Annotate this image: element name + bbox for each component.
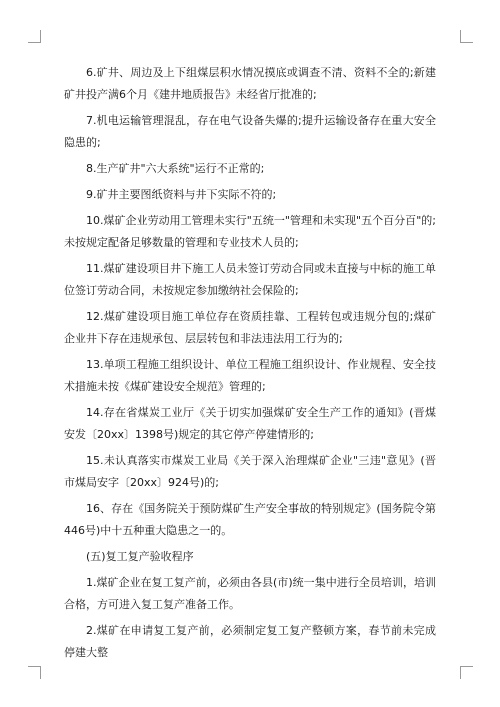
paragraph-9: 9.矿井主要图纸资料与井下实际不符的; (86, 188, 277, 201)
paragraph-15: 15.未认真落实市煤炭工业局《关于深入治理煤矿企业"三违"意见》(晋市煤局安字〔20xx〕924号)的; (64, 454, 436, 489)
crop-mark-top-right (460, 30, 473, 43)
paragraph-16: 16、存在《国务院关于预防煤矿生产安全事故的特别规定》(国务院令第446号)中十五种重大隐患之一的。 (64, 502, 436, 537)
paragraph-7: 7.机电运输管理混乱，存在电气设备失爆的;提升运输设备存在重大安全隐患的; (64, 114, 436, 149)
procedure-item-2: 2.煤矿在申请复工复产前，必须制定复工复产整顿方案，春节前未完成停建大整 (64, 624, 436, 659)
crop-mark-bottom-right (460, 666, 473, 679)
paragraph-13: 13.单项工程施工组织设计、单位工程施工组织设计、作业规程、安全技术措施未按《煤矿建设安全规范》管理的; (64, 358, 436, 393)
paragraph-8: 8.生产矿井"六大系统"运行不正常的; (86, 162, 265, 175)
procedure-item-1: 1.煤矿企业在复工复产前，必须由各县(市)统一集中进行全员培训，培训合格，方可进入复工复产准备工作。 (64, 576, 436, 611)
crop-mark-top-left (28, 30, 41, 43)
paragraph-11: 11.煤矿建设项目井下施工人员未签订劳动合同或未直接与中标的施工单位签订劳动合同，未按规定参加缴纳社会保险的; (64, 262, 436, 297)
paragraph-10: 10.煤矿企业劳动用工管理未实行"五统一"管理和未实现"五个百分百"的;未按规定配备足够数量的管理和专业技术人员的; (64, 214, 436, 249)
paragraph-14: 14.存在省煤炭工业厅《关于切实加强煤矿安全生产工作的通知》(晋煤安发〔20xx〕1398号)规定的其它停产停建情形的; (64, 406, 436, 441)
document-body (64, 62, 436, 668)
paragraph-12: 12.煤矿建设项目施工单位存在资质挂靠、工程转包或违规分包的;煤矿企业井下存在违规承包、层层转包和非法违法用工行为的; (64, 310, 436, 345)
paragraph-6: 6.矿井、周边及上下组煤层积水情况摸底或调查不清、资料不全的;新建矿井投产满6个月《建井地质报告》未经省厅批准的; (64, 66, 436, 101)
section-heading: (五)复工复产验收程序 (86, 550, 194, 563)
crop-mark-bottom-left (28, 666, 41, 679)
